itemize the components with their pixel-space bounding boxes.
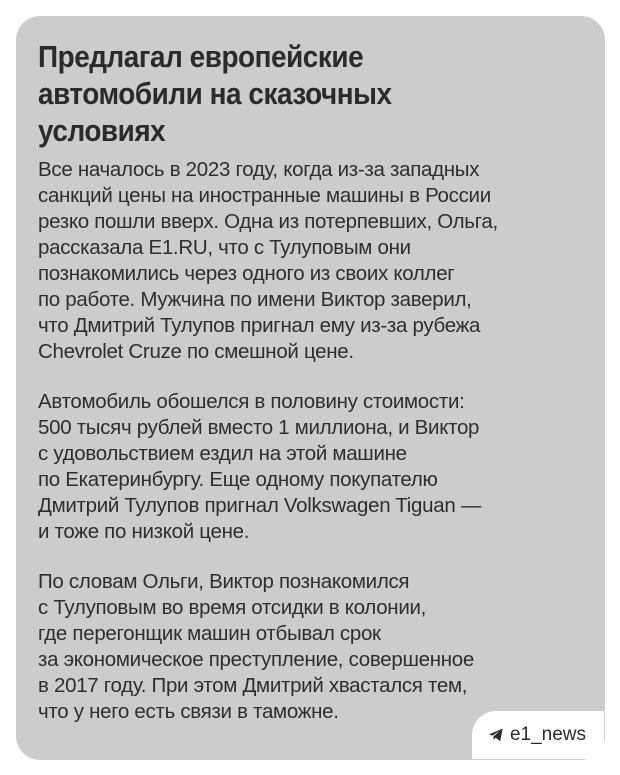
telegram-icon bbox=[488, 727, 504, 743]
article-title bbox=[38, 38, 582, 149]
text-line: Дмитрий Тулупов пригнал Volkswagen Tiguan — bbox=[38, 494, 482, 517]
paragraph-2 bbox=[38, 389, 583, 545]
text-line: Chevrolet Cruze по смешной цене. bbox=[38, 340, 354, 363]
text-line: с Тулуповым во время отсидки в колонии, bbox=[38, 596, 427, 619]
article-card bbox=[16, 16, 605, 760]
text-line: по Екатеринбургу. Еще одному покупателю bbox=[38, 468, 438, 491]
title-line: условиях bbox=[38, 113, 166, 148]
text-line: рассказала E1.RU, что с Тулуповым они bbox=[38, 236, 411, 259]
title-line: Предлагал европейские bbox=[38, 39, 364, 74]
text-line: и тоже по низкой цене. bbox=[38, 520, 250, 543]
text-line: Автомобиль обошелся в половину стоимости: bbox=[38, 390, 465, 413]
text-line: что Дмитрий Тулупов пригнал ему из-за рубежа bbox=[38, 314, 481, 337]
article-body bbox=[38, 157, 583, 725]
text-line: по работе. Мужчина по имени Виктор заверил, bbox=[38, 288, 472, 311]
text-line: в 2017 году. При этом Дмитрий хвастался тем, bbox=[38, 674, 468, 697]
text-line: По словам Ольги, Виктор познакомился bbox=[38, 570, 410, 593]
text-line: резко пошли вверх. Одна из потерпевших, Ольга, bbox=[38, 210, 498, 233]
text-line: где перегонщик машин отбывал срок bbox=[38, 622, 381, 645]
text-line: за экономическое преступление, совершенное bbox=[38, 648, 474, 671]
text-line: санкций цены на иностранные машины в России bbox=[38, 184, 491, 207]
text-line: 500 тысяч рублей вместо 1 миллиона, и Виктор bbox=[38, 416, 480, 439]
text-line: познакомились через одного из своих коллег bbox=[38, 262, 455, 285]
title-line: автомобили на сказочных bbox=[38, 76, 392, 111]
text-line: что у него есть связи в таможне. bbox=[38, 700, 339, 723]
channel-handle: e1_news bbox=[509, 724, 586, 745]
paragraph-3 bbox=[38, 569, 583, 725]
text-line: Все началось в 2023 году, когда из-за западных bbox=[38, 158, 480, 181]
paragraph-1 bbox=[38, 157, 583, 365]
text-line: с удовольствием ездил на этой машине bbox=[38, 442, 407, 465]
channel-badge[interactable] bbox=[472, 711, 604, 759]
